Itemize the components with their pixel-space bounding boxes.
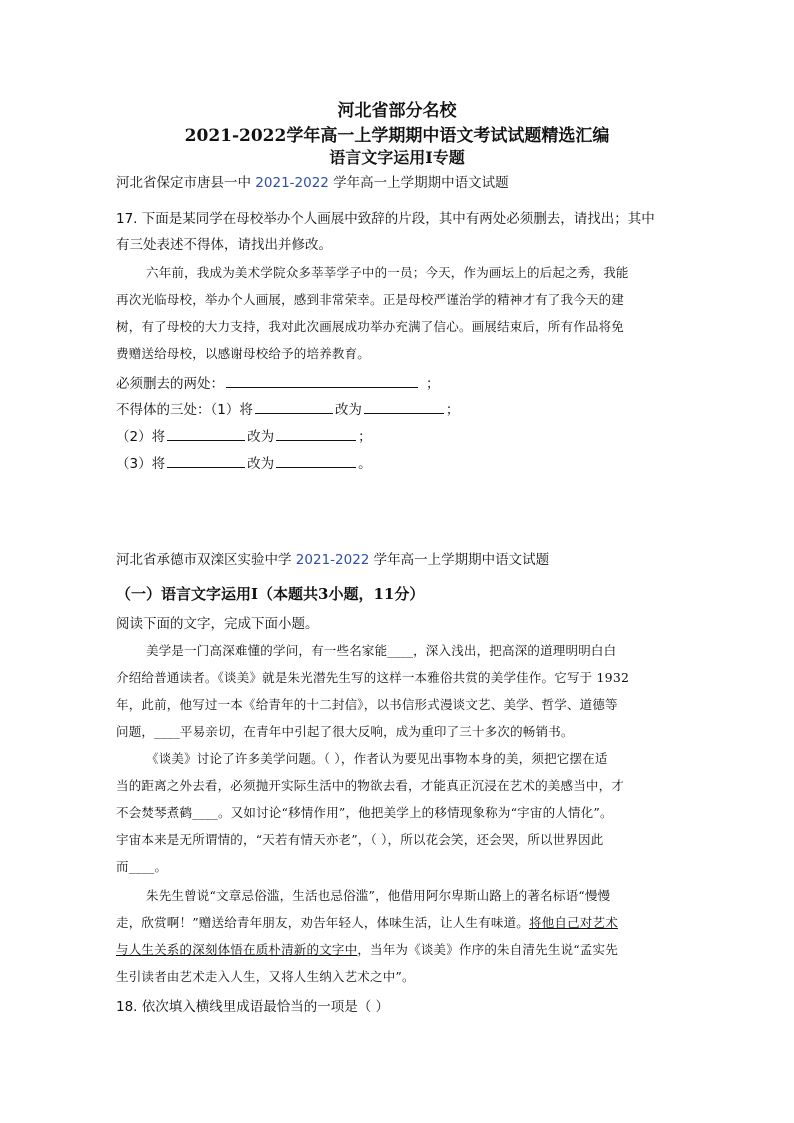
q17-stem-line1: 17. 下面是某同学在母校举办个人画展中致辞的片段，其中有两处必须删去，请找出；其中 <box>116 211 655 227</box>
header-title-line2: 2021-2022学年高一上学期期中语文考试试题精选汇编 <box>184 126 610 146</box>
answer-blank-2a[interactable] <box>167 426 245 441</box>
source-2-suffix: 学年高一上学期期中语文试题 <box>369 552 550 568</box>
q17-delete-row <box>116 372 440 392</box>
answer-blank-3b[interactable] <box>276 453 356 468</box>
answer-blank-1a[interactable] <box>255 399 333 414</box>
underlined-sentence-part2: 与人生关系的深刻体悟在质朴清新的文字中 <box>116 942 358 957</box>
passage2-p3-line1: 朱先生曾说“文章忌俗滥，生活也忌俗滥”，他借用阿尔卑斯山路上的著名标语“慢慢 <box>146 888 611 903</box>
answer-blank-delete[interactable] <box>226 373 418 388</box>
source-1-year: 2021-2022 <box>255 175 329 191</box>
q17-improper-row1 <box>116 398 459 418</box>
answer-blank-2b[interactable] <box>276 426 356 441</box>
passage2-p1-line4: 问题，____平易亲切，在青年中引起了很大反响，成为重印了三十多次的畅销书。 <box>116 724 574 739</box>
passage2-p3-line2 <box>116 913 676 931</box>
q17-delete-end: ； <box>426 376 440 392</box>
source-2-prefix: 河北省承德市双滦区实验中学 <box>116 552 296 568</box>
source-2-year: 2021-2022 <box>295 552 370 568</box>
end-semicolon-1: ； <box>445 402 460 418</box>
q17-improper-row2 <box>116 425 372 445</box>
source-line-1 <box>116 171 509 191</box>
end-semicolon-2: ； <box>358 429 372 445</box>
source-1-prefix: 河北省保定市唐县一中 <box>116 175 256 191</box>
passage2-p3-line2-text: 走，欣赏啊！”赠送给青年朋友，劝告年轻人，体味生活，让人生有味道。 <box>116 915 529 930</box>
header-title-line1: 河北省部分名校 <box>337 101 457 121</box>
q17-passage-line3: 树，有了母校的大力支持，我对此次画展成功举办充满了信心。画展结束后，所有作品将免 <box>116 319 625 334</box>
underlined-sentence-part1: 将他自己对艺术 <box>529 915 618 930</box>
q17-improper-row3 <box>116 452 372 472</box>
header-title-line3: 语言文字运用Ⅰ专题 <box>329 148 465 167</box>
passage2-p2-line1: 《谈美》讨论了许多美学问题。（ ），作者认为要见出事物本身的美，须把它摆在适 <box>146 751 608 766</box>
passage2-p1-line2: 介绍给普通读者。《谈美》就是朱光潜先生写的这样一本雅俗共赏的美学佳作。它写于 1932 <box>116 670 630 685</box>
q17-improper-label: 不得体的三处：（1）将 <box>116 402 253 418</box>
change-to-label-1: 改为 <box>334 402 362 418</box>
q17-passage-line1: 六年前，我成为美术学院众多莘莘学子中的一员；今天，作为画坛上的后起之秀，我能 <box>146 265 629 280</box>
section-title: （一）语言文字运用Ⅰ（本题共3小题，11分） <box>116 585 425 603</box>
passage2-p2-line5: 而____。 <box>116 859 168 874</box>
passage2-p2-line3: 不会焚琴煮鹤____。又如讨论“移情作用”，他把美学上的移情现象称为“宇宙的人情化”。 <box>116 805 613 820</box>
source-line-2 <box>116 548 549 568</box>
source-1-suffix: 学年高一上学期期中语文试题 <box>328 175 509 191</box>
passage2-p3-line4: 生引读者由艺术走入人生，又将人生纳入艺术之中”。 <box>116 969 415 984</box>
passage2-p1-line1: 美学是一门高深难懂的学问，有一些名家能____，深入浅出，把高深的道理明明白白 <box>146 643 617 658</box>
q18-stem: 18. 依次填入横线里成语最恰当的一项是（ ） <box>116 999 390 1015</box>
q17-passage-line2: 再次光临母校，举办个人画展，感到非常荣幸。正是母校严谨治学的精神才有了我今天的建 <box>116 292 625 307</box>
change-to-label-2: 改为 <box>247 429 275 445</box>
passage2-p3-line3 <box>116 940 676 958</box>
answer-blank-1b[interactable] <box>364 399 444 414</box>
passage2-p1-line3: 年，此前，他写过一本《给青年的十二封信》，以书信形式漫谈文艺、美学、哲学、道德等 <box>116 697 618 712</box>
passage2-p3-line3-text: ，当年为《谈美》作序的朱自清先生说“孟实先 <box>357 942 618 957</box>
q17-item2-label: （2）将 <box>116 429 166 445</box>
passage2-p2-line2: 当的距离之外去看，必须抛开实际生活中的物欲去看，才能真正沉浸在艺术的美感当中，才 <box>116 778 625 793</box>
section-instruction: 阅读下面的文字，完成下面小题。 <box>116 616 319 632</box>
change-to-label-3: 改为 <box>247 456 275 472</box>
answer-blank-3a[interactable] <box>167 453 245 468</box>
end-period-3: 。 <box>358 456 372 472</box>
q17-passage-line4: 费赠送给母校，以感谢母校给予的培养教育。 <box>116 346 371 361</box>
q17-item3-label: （3）将 <box>116 456 166 472</box>
q17-delete-label: 必须删去的两处： <box>116 376 224 392</box>
passage2-p2-line4: 宇宙本来是无所谓情的，“天若有情天亦老”，（ ），所以花会笑，还会哭，所以世界因此 <box>116 832 604 847</box>
q17-stem-line2: 有三处表述不得体，请找出并修改。 <box>116 237 332 253</box>
